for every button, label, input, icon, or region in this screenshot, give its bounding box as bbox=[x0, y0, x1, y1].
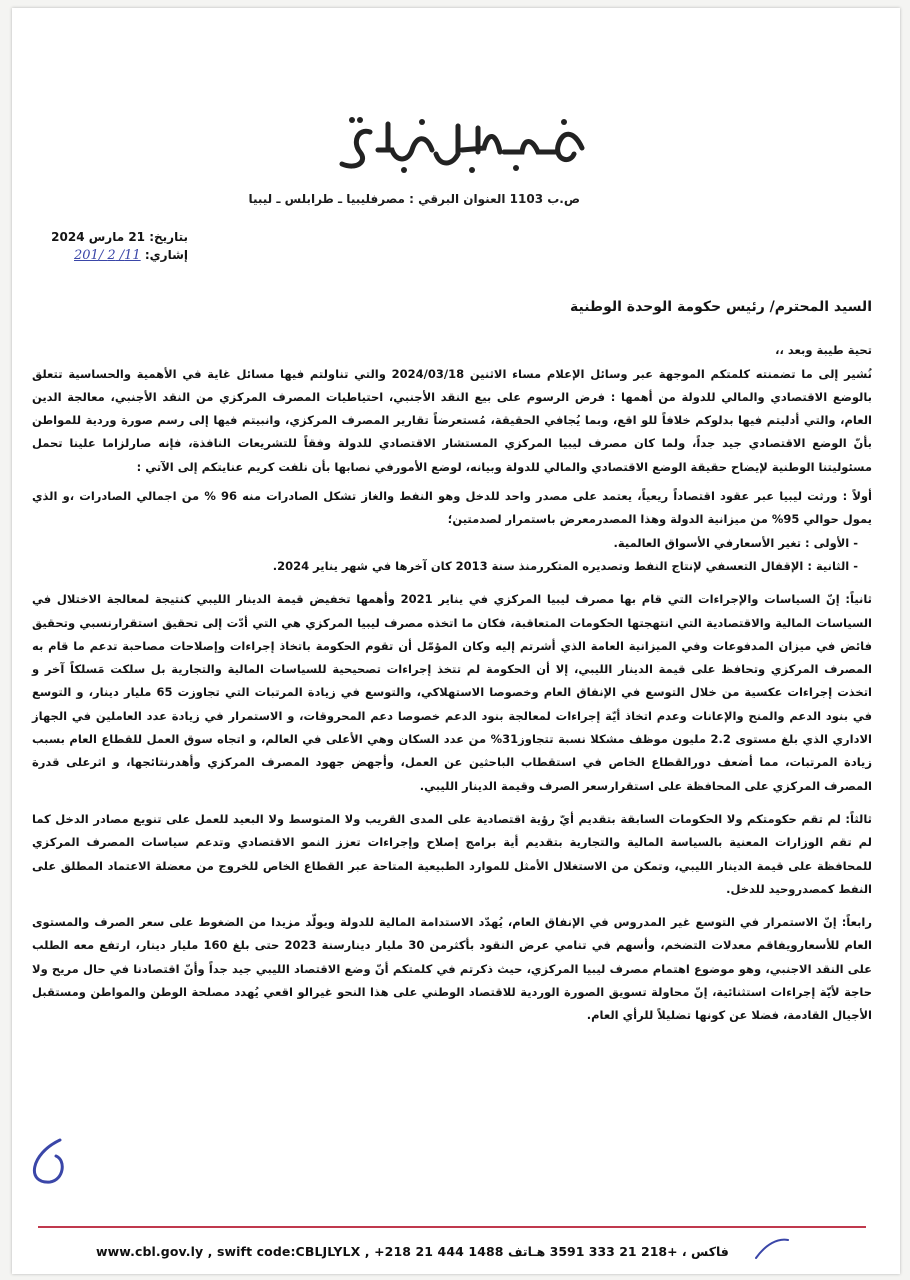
cbl-calligraphy-logo bbox=[312, 108, 612, 188]
paragraph-fourth: رابعاً: إنّ الاستمرار في التوسع غير المدروس في الإنفاق العام، يُهدّد الاستدامة المالية للدولة ويولّد مزيدا من الضغوط على سعر الصرف والمستوى العام للأسعارويفاقم معدلات التضخم، وأسهم في تنامي عرض النقود بأكثرمن 30 مليار دينارسنة 2023 حتى بلغ 160 مليار دينار، ارتفع معه الطلب على النقد الاجنبي، وهو موضوع اهتمام مصرف ليبيا المركزي، حيث ذكرتم في كلمتكم أنّ وضع الاقتصاد الليبي جيد جداً وأنّ اقتصادنا في حال مريح ولا حاجة لأيّة إجراءات استثنائية، إنّ محاولة تسويق الصورة الوردية للاقتصاد الوطني على هذا النحو غيرالو اقعي يُهدد مصلحة الوطن والمواطن ومستقبل الأجيال القادمة، فضلا عن كونها تضليلاً للرأي العام. bbox=[32, 915, 872, 1023]
paragraph-first-item-2: - الثانية : الإقفال التعسفي لإنتاج النفط وتصديره المتكررمنذ سنة 2013 كان آخرها في شهر يناير 2024. bbox=[272, 558, 858, 573]
letter-meta bbox=[51, 228, 188, 265]
reference-value: 11/ 2 /201 bbox=[74, 248, 141, 263]
recipient-line: السيد المحترم/ رئيس حكومة الوحدة الوطنية bbox=[569, 299, 872, 315]
paragraph-first-item-1: - الأولى : تغير الأسعارفي الأسواق العالمية. bbox=[613, 535, 858, 550]
reference-line: إشاري: 11/ 2 /201 bbox=[74, 248, 188, 263]
handwritten-margin-mark bbox=[20, 1134, 80, 1194]
date-value: 21 مارس 2024 bbox=[51, 230, 146, 244]
greeting: تحية طيبة وبعد ،، bbox=[775, 343, 872, 358]
letterhead-address: ص.ب 1103 العنوان البرقي : مصرفليبيا ـ طرابلس ـ ليبيا bbox=[248, 192, 580, 206]
paragraph-intro: نُشير إلى ما تضمنته كلمتكم الموجهة عبر وسائل الإعلام مساء الاثنين 2024/03/18 والتي تناولتم فيها مسائل غاية في الأهمية والحساسية تتعلق بالوضع الاقتصادي والمالي للدولة من أهمها : فرض الرسوم على بيع النقد الأجنبي، احتياطيات المصرف المركزي من النقد الأجنبي، معالجة الدين العام، والتي أدليتم فيها بدلوكم خلافاً للو اقع، وبما يُجافي الحقيقة، مُستعرضاً تقارير المصرف المركزي، وانبيتم فيها إلى رسم صورة وردية للمواطن بأنّ الوضع الاقتصادي جيد جداً، ولما كان مصرف ليبيا المركزي المستشار الاقتصادي للدولة وفقاً للتشريعات النافذة، فإنه صارلزاما علينا تحمل مسئوليتنا الوطنية لإيضاح حقيقة الوضع الاقتصادي والمالي للدولة وبيانه، لوضع الأمورفي نصابها بأن نلفت كريم عنايتكم إلى الآتي : bbox=[32, 366, 872, 474]
reference-label: إشاري bbox=[149, 248, 188, 262]
footer-divider bbox=[38, 1226, 866, 1228]
letter-page bbox=[12, 8, 900, 1274]
date-label: بتاريخ bbox=[154, 230, 188, 244]
paragraph-second: ثانياً: إنّ السياسات والإجراءات التي قام بها مصرف ليبيا المركزي في يناير 2021 وأهمها تخفيض قيمة الدينار الليبي كنتيجة لمعالجة الاختلال في السياسات المالية والاقتصادية التي انتهجتها الحكومات المتعاقبة، فكان ما اتخذه مصرف ليبيا المركزي هي التي أدّت إلى تحقيق استقرارنسبي وتحقيق فائض في ميزان المدفوعات وفي الميزانية العامة الذي أشرتم إليه وكان المؤمّل أن تقوم الحكومة باتخاذ إجراءات وإصلاحات مصاحبة تدعم ما قام به المصرف المركزي وتحافظ على قيمة الدينار الليبي، إلا أن الحكومة لم تتخذ إجراءات تصحيحية للسياسات المالية والتجارية بل سلكت مَسلكاً آخر و اتخذت إجراءات عكسية من خلال التوسع في الإنفاق العام وخصوصا الاستهلاكي، والتوسع في زيادة المرتبات التي تجاوزت 65 مليار دينار، و التوسع في بنود الدعم والمنح والإعانات وعدم اتخاذ أيّة إجراءات لمعالجة بنود الدعم خصوصا دعم المحروقات، و الاستمرار في زيادة عدد العاملين في الجهاز الاداري الذي بلغ مستوى 2.2 مليون موظف مشكلا نسبة تتجاوز31% من عدد السكان وهي الأعلى في العالم، و اتجاه سوق العمل للقطاع العام بسبب زيادة المرتبات، مما أضعف دورالقطاع الخاص في استقطاب الباحثين عن العمل، وأجهض جهود المصرف المركزي وأهدرنتائجها، و اثرعلى قدرة المصرف المركزي على المحافظة على استقرارسعر الصرف وقيمة الدينار الليبي. bbox=[32, 592, 872, 793]
date-line: بتاريخ: 21 مارس 2024 bbox=[51, 230, 188, 244]
paragraph-third: ثالثاً: لم تقم حكومتكم ولا الحكومات السابقة بتقديم أيّ رؤية اقتصادية على المدى القريب ولا المتوسط ولا البعيد للعمل على تنويع مصادر الدخل كما لم تقم الوزارات المعنية بالسياسة المالية والتجارية بتقديم أية برامج إصلاح وإجراءات تعزز النمو الاقتصادي وتدعم سياسات المصرف المركزي للمحافظة على قيمة الدينار الليبي، وتمكن من الاستغلال الأمثل للموارد الطبيعية المتاحة عبر القطاع الخاص للخروج من معضلة الاعتماد المطلق على النفط كمصدروحيد للدخل. bbox=[32, 811, 872, 896]
paragraph-first: أولاً : ورثت ليبيا عبر عقود اقتصاداً ريعياً، يعتمد على مصدر واحد للدخل وهو النفط والغاز تشكل الصادرات منه 96 % من اجمالي الصادرات ،و الذي يمول حوالي 95% من ميزانية الدولة وهذا المصدرمعرض باستمرار لصدمتين؛ bbox=[32, 489, 872, 527]
footer-contact: www.cbl.gov.ly , swift code:CBLJLYLX , +218 21 444 1488 فاكس ، +218 21 333 3591 هـاتف bbox=[96, 1244, 729, 1259]
letter-body bbox=[32, 296, 872, 1028]
